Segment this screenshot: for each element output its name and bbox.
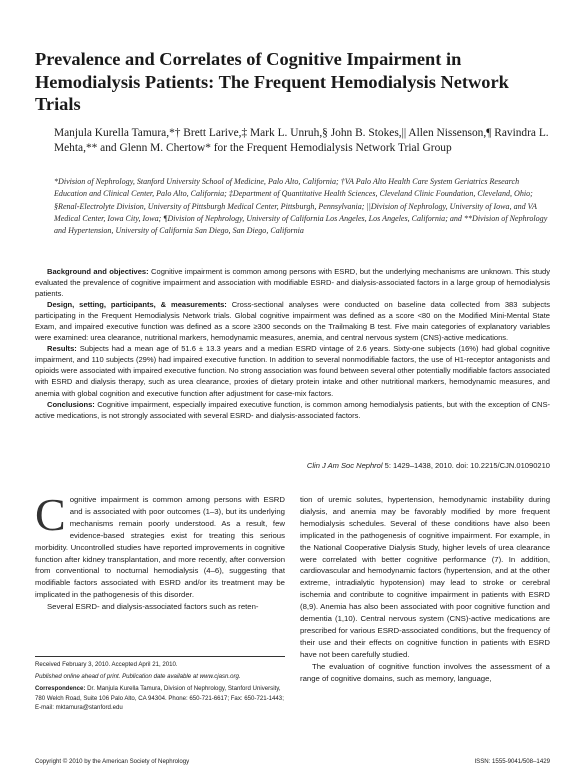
abstract-conclusions <box>35 399 550 421</box>
drop-cap: C <box>35 489 66 540</box>
abstract-design <box>35 299 550 343</box>
correspondence-label: Correspondence: <box>35 685 86 693</box>
abstract-background-text: Cognitive impairment is common among persons with ESRD, but the underlying mechanisms are unknown. This study evaluated the prevalence of cognitive impairment and association with modifiable ESRD- and dialysis-associated factors in a large group of hemodialysis patients. <box>35 267 550 299</box>
abstract-background-label: Background and objectives: <box>47 267 149 276</box>
abstract-conclusions-text: Cognitive impairment, especially impaired executive function, is common among hemodialysis patients, but with the exception of CNS-active medications, is not strongly associated with several ESRD- and dialysis-associated factors. <box>35 399 550 420</box>
article-title: Prevalence and Correlates of Cognitive Impairment in Hemodialysis Patients: The Frequent Hemodialysis Network Trials <box>35 49 509 114</box>
publication-note <box>35 672 285 681</box>
author-affiliations: *Division of Nephrology, Stanford University School of Medicine, Palo Alto, California; †VA Palo Alto Health Care System Geriatrics Research Education and Clinical Center, Palo Alto, California; ‡Department of Quantitative Health Sciences, Cleveland Clinic Foundation, Cleveland, Ohio; §Renal-Electrolyte Division, University of Pittsburgh Medical Center, Pittsburgh, Pennsylvania; ||Division of Nephrology, University of Iowa, and VA Medical Center, Iowa City, Iowa; ¶Division of Nephrology, University of California Los Angeles, Los Angeles, California; and **Division of Nephrology and Hypertension, University of California San Diego, San Diego, California <box>54 177 548 236</box>
received-dates: Received February 3, 2010. Accepted April 21, 2010. <box>35 661 178 668</box>
body-paragraph-text: ognitive impairment is common among persons with ESRD and is associated with poor outcomes (1–3), but its underlying mechanisms remain poorly understood. As a result, few evidence-based strategies exist for treating this serious morbidity. Uncontrolled studies have reported improvements in cognitive function after kidney transplantation, and more recently, after conversion from conventional to nocturnal hemodialysis (4–6), suggesting that modifiable factors associated with ESRD and/or its treatment may be implicated in the pathogenesis of this disorder. <box>35 495 285 600</box>
abstract-results <box>35 343 550 398</box>
abstract <box>35 266 550 421</box>
issn-footer: ISSN: 1555-9041/508–1429 <box>474 758 550 765</box>
abstract-conclusions-label: Conclusions: <box>47 399 95 409</box>
citation-journal: Clin J Am Soc Nephrol <box>306 461 383 470</box>
footnote-divider <box>35 656 285 657</box>
correspondence-note <box>35 684 285 712</box>
body-paragraph: The evaluation of cognitive function involves the assessment of a range of cognitive domains, such as memory, language, <box>300 661 550 683</box>
copyright-footer: Copyright © 2010 by the American Society of Nephrology <box>35 758 190 765</box>
publication-note-text: Published online ahead of print. Publication date available at www.cjasn.org. <box>35 673 241 681</box>
article-citation <box>35 461 550 470</box>
abstract-design-text: Cross-sectional analyses were conducted on baseline data collected from 383 subjects participating in the Frequent Hemodialysis Network trials. Global cognitive impairment was defined as a score <80 on the Modified Mini-Mental State Exam, and impaired executive function was defined as a score ≥300 seconds on the Trailmaking B test. Five main categories of explanatory variables were examined: urea clearance, nutritional markers, hemodynamic measures, anemia, and central nervous system (CNS)-active medications. <box>35 300 550 343</box>
citation-details: 5: 1429–1438, 2010. doi: 10.2215/CJN.01090210 <box>382 461 550 470</box>
body-column-right <box>300 494 550 685</box>
abstract-background <box>35 266 550 299</box>
abstract-results-label: Results: <box>47 344 77 354</box>
body-paragraph: Several ESRD- and dialysis-associated factors such as reten- <box>47 602 259 612</box>
article-footnotes <box>35 660 285 715</box>
body-paragraph: tion of uremic solutes, hypertension, hemodynamic instability during dialysis, and anemia may be favorably modified by more frequent hemodialysis schedules. Several of these conditions have also been implicated in the pathogenesis of cognitive impairment. For example, in the National Cooperative Dialysis Study, higher levels of urea clearance were correlated with better cognitive performance (7). In addition, cardiovascular and hemodynamic factors (hypertension, and at the other extreme, intradialytic hypotension) may lead to stroke or cerebral ischemia and contribute to cognitive impairment in patients with ESRD (8,9). Anemia has also been associated with poor cognitive function and dementia (1,10). Central nervous system (CNS)-active medications are prescribed for various ESRD-associated conditions, but the frequency of their use and their effects on cognitive function in patients with ESRD have not been carefully studied. <box>300 495 550 659</box>
author-list: Manjula Kurella Tamura,*† Brett Larive,‡ Mark L. Unruh,§ John B. Stokes,|| Allen Nissenson,¶ Ravindra L. Mehta,** and Glenn M. Chertow* for the Frequent Hemodialysis Network Trial Group <box>54 127 549 155</box>
body-paragraph <box>35 489 285 601</box>
abstract-results-text: Subjects had a mean age of 51.6 ± 13.3 years and a median ESRD vintage of 2.6 years. Sixty-one subjects (16%) had global cognitive impairment, and 110 subjects (29%) had impaired executive function. In addition to several nonmodifiable factors, the use of H1-receptor antagonists and opioids were associated with impaired executive function. No strong association was found between several other potentially modifiable factors associated with ESRD and dialysis therapy, such as urea clearance, proxies of dietary protein intake and other nutritional markers, hemodynamic measures, and anemia with global cognition and executive function after adjustment for case-mix factors. <box>35 344 550 398</box>
correspondence-text: Dr. Manjula Kurella Tamura, Division of Nephrology, Stanford University, 780 Welch Road, Suite 106 Palo Alto, CA 94304. Phone: 650-721-6617; Fax: 650-721-1443; E-mail: mktamura@stanford.edu <box>35 685 284 711</box>
body-column-left <box>35 489 285 613</box>
abstract-design-label: Design, setting, participants, & measurements: <box>47 300 227 310</box>
